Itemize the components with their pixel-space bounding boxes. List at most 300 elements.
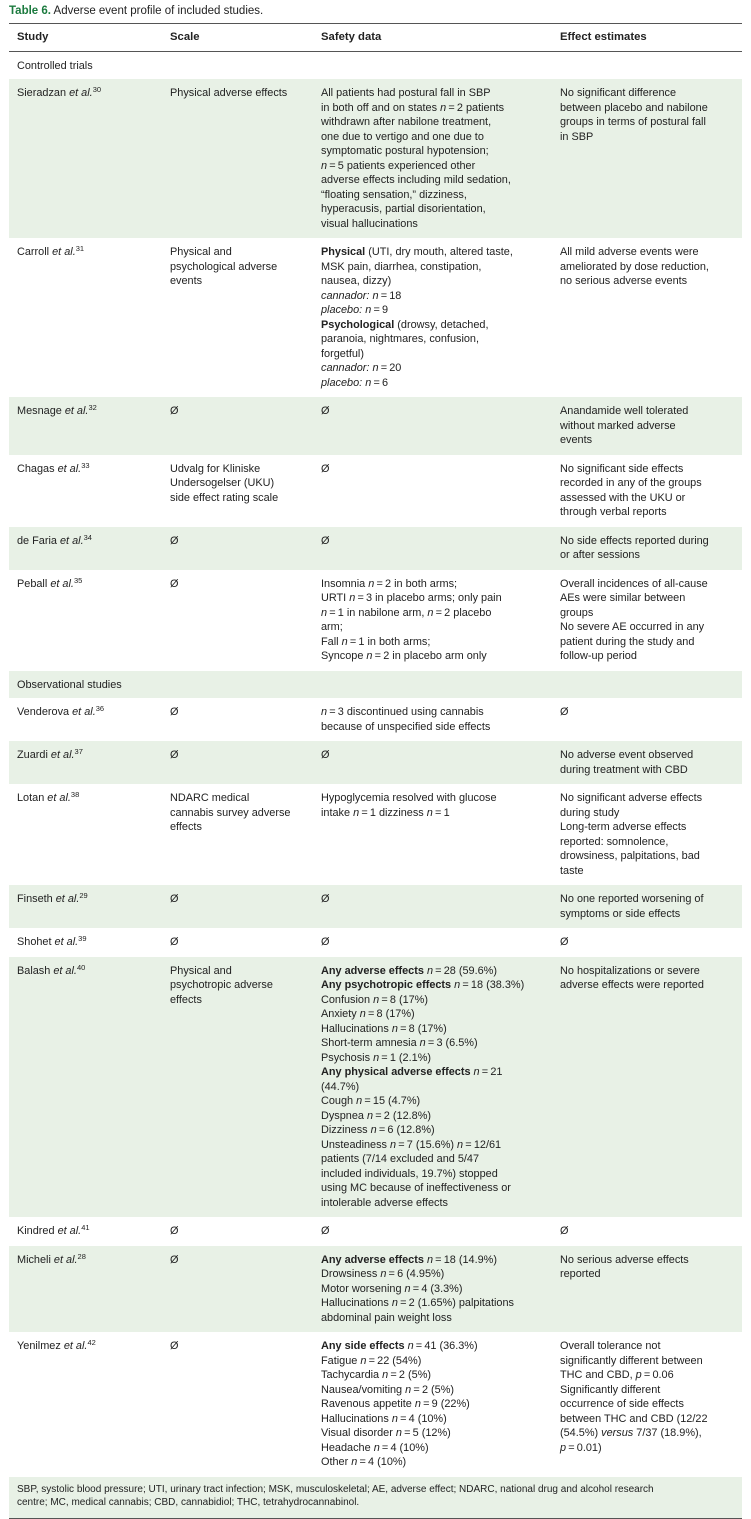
text-run: Insomnia (321, 577, 369, 590)
text-run: Ø (321, 936, 330, 948)
text-run: = 21 (479, 1066, 503, 1078)
cell-line: AEs were similar between (560, 592, 686, 604)
footnote-line: SBP, systolic blood pressure; UTI, urinary tract infection; MSK, musculoskeletal; AE, adverse effect; NDARC, national drug and alcohol research (17, 1483, 654, 1495)
cell-line (321, 188, 544, 203)
section-row (9, 671, 742, 699)
table-row (9, 1246, 742, 1333)
study-cell (9, 928, 162, 957)
text-run: hyperacusis, partial disorientation, (321, 203, 486, 215)
cell-line (321, 1152, 544, 1167)
italic-run: n (373, 993, 380, 1006)
cell-line (321, 1441, 544, 1456)
effect-estimates-cell (552, 79, 742, 238)
italic-run: n (359, 1008, 366, 1020)
cell-line: assessed with the UKU or (560, 491, 686, 504)
text-run: Tachycardia (321, 1369, 383, 1381)
cell-line (321, 1181, 544, 1196)
text-run: included individuals, 19.7%) stopped (321, 1167, 498, 1180)
reference-number: 36 (95, 704, 105, 713)
cell-line: ameliorated by dose reduction, (560, 260, 709, 273)
cell-line (321, 1123, 544, 1138)
italic-run: n (390, 1138, 397, 1151)
cell-line (321, 1196, 544, 1211)
cell-line (321, 173, 544, 188)
reference-number: 38 (70, 790, 80, 799)
text-run: Confusion (321, 993, 374, 1006)
study-etal: et al. (52, 246, 76, 258)
scale-cell (162, 885, 313, 928)
study-author: Chagas (17, 462, 58, 475)
text-run: Psychosis (321, 1051, 374, 1064)
text-run: = 4 (10%) (357, 1456, 407, 1468)
cell-line (321, 606, 544, 621)
scale-cell (162, 570, 313, 671)
text-run: = 1 dizziness (359, 806, 427, 819)
cell-line (321, 1311, 544, 1326)
study-etal: et al. (63, 1340, 88, 1352)
italic-run: n (367, 1109, 374, 1122)
italic-run: n (426, 1253, 433, 1266)
italic-run: n (404, 1282, 411, 1295)
text-run: = 28 (59.6%) (433, 964, 497, 977)
text-run: = 2 (5%) (411, 1383, 455, 1396)
italic-run: n (391, 1022, 398, 1035)
cell-line (321, 332, 544, 347)
cell-line (321, 1339, 544, 1354)
effect-estimates-cell (552, 1332, 742, 1477)
cell-line: side effect rating scale (170, 491, 279, 504)
bold-run: Any physical adverse effects (321, 1066, 474, 1078)
safety-data-cell (313, 79, 552, 238)
table-footnote (9, 1477, 742, 1519)
cell-line: All mild adverse events were (560, 246, 699, 258)
cell-line: no serious adverse events (560, 275, 688, 287)
study-author: Mesnage (17, 405, 65, 417)
text-run: Cough (321, 1095, 357, 1107)
safety-data-cell (313, 397, 552, 455)
italic-run: n (373, 1441, 380, 1454)
text-run: nausea, dizzy) (321, 275, 392, 287)
study-etal: et al. (50, 749, 75, 761)
text-run: Dyspnea (321, 1109, 368, 1122)
study-cell (9, 784, 162, 885)
cell-line: without marked adverse (560, 419, 676, 432)
cell-line (321, 791, 544, 806)
effect-estimates-cell (552, 928, 742, 957)
italic-run: n (426, 964, 433, 977)
cell-line (321, 1094, 544, 1109)
cell-line: during treatment with CBD (560, 763, 688, 776)
cell-line (321, 86, 544, 101)
text-run: Syncope (321, 650, 367, 662)
study-etal: et al. (50, 577, 74, 590)
table-row (9, 741, 742, 784)
italic-run: n (353, 806, 360, 819)
cell-line: No side effects reported during (560, 534, 709, 547)
cell-line (321, 964, 544, 979)
text-run: = 22 (54%) (366, 1354, 422, 1367)
study-cell (9, 527, 162, 570)
scale-cell (162, 698, 313, 741)
cell-line: events (560, 434, 593, 446)
reference-number: 30 (92, 85, 102, 94)
effect-estimates-cell (552, 570, 742, 671)
text-run: = 5 patients experienced other (327, 159, 476, 172)
italic-run: n (365, 376, 372, 389)
cell-line (321, 534, 544, 549)
cell-line (560, 1441, 734, 1456)
cell-line: in SBP (560, 130, 594, 143)
table-row (9, 698, 742, 741)
text-run: = 3 (6.5%) (425, 1037, 478, 1049)
safety-data-cell (313, 1332, 552, 1477)
cell-line (321, 144, 544, 159)
text-run: Dizziness (321, 1124, 371, 1136)
text-run: = 1 (432, 806, 450, 819)
text-run: = 7 (15.6%) (396, 1138, 458, 1151)
cell-line: patient during the study and (560, 635, 695, 648)
cell-line: Ø (560, 936, 569, 948)
study-author: Finseth (17, 893, 56, 905)
reference-number: 37 (74, 747, 83, 756)
table-body (9, 51, 742, 1477)
effect-estimates-cell (552, 1217, 742, 1246)
text-run: MSK pain, diarrhea, constipation, (321, 260, 482, 273)
text-run: because of unspecified side effects (321, 720, 491, 733)
cell-line: taste (560, 864, 584, 877)
cell-line (321, 130, 544, 145)
text-run: Visual disorder (321, 1427, 396, 1439)
study-cell (9, 238, 162, 397)
cell-line (321, 892, 544, 907)
cell-line (321, 1065, 544, 1080)
cell-line: Physical and (170, 964, 232, 977)
text-run: = 12/61 (463, 1138, 502, 1151)
cell-line: Ø (170, 1340, 179, 1352)
cell-line (321, 635, 544, 650)
italic-run: n (372, 362, 379, 374)
cell-line: psychological adverse (170, 260, 278, 273)
cell-line: adverse effects were reported (560, 979, 704, 991)
scale-cell (162, 957, 313, 1218)
text-run: intake (321, 806, 354, 819)
italic-run: n (321, 606, 328, 619)
italic-run: n (372, 289, 379, 302)
text-run: one due to vertigo and one due to (321, 130, 484, 143)
cell-line: Undersogelser (UKU) (170, 477, 275, 489)
text-run: = 6 (4.95%) (386, 1268, 445, 1280)
text-run: occurrence of side effects (560, 1398, 684, 1410)
text-run: Ø (321, 534, 330, 547)
study-author: Kindred (17, 1225, 58, 1237)
safety-data-cell (313, 928, 552, 957)
safety-data-cell (313, 957, 552, 1218)
italic-run: n (349, 592, 356, 604)
table-row (9, 957, 742, 1218)
text-run: = 6 (371, 376, 389, 389)
cell-line: or after sessions (560, 549, 640, 561)
cell-line (321, 1007, 544, 1022)
cell-line: Ø (170, 1225, 179, 1237)
text-run: Hallucinations (321, 1022, 392, 1035)
study-author: de Faria (17, 534, 60, 547)
cell-line (321, 1455, 544, 1470)
effect-estimates-cell (552, 397, 742, 455)
section-title: Observational studies (9, 671, 742, 699)
reference-number: 29 (79, 891, 88, 900)
cell-line (321, 1368, 544, 1383)
italic-run: n (414, 1398, 421, 1410)
cell-line (321, 1397, 544, 1412)
study-author: Zuardi (17, 749, 51, 761)
cell-line: effects (170, 821, 202, 833)
table-caption (9, 5, 742, 17)
reference-number: 31 (75, 244, 85, 253)
table-row (9, 397, 742, 455)
scale-cell (162, 79, 313, 238)
cell-line (321, 1426, 544, 1441)
study-cell (9, 1246, 162, 1333)
study-author: Balash (17, 964, 54, 977)
text-run: = 8 (17%) (397, 1022, 447, 1035)
effect-estimates-cell (552, 784, 742, 885)
cell-line: effects (170, 993, 202, 1006)
text-run: in both off and on states (321, 101, 441, 114)
text-run: using MC because of ineffectiveness or (321, 1182, 511, 1194)
cell-line: symptoms or side effects (560, 907, 681, 920)
study-cell (9, 698, 162, 741)
study-etal: et al. (53, 964, 77, 977)
reference-number: 28 (77, 1251, 86, 1261)
cell-line (560, 1354, 734, 1369)
text-run: = 1 in both arms; (347, 635, 431, 648)
italic-run: n (419, 1037, 426, 1049)
cell-line (321, 303, 544, 318)
cell-line (321, 748, 544, 763)
text-run: = 18 (378, 289, 402, 302)
text-run: Ø (321, 462, 330, 475)
text-run: = 2 in placebo arm only (372, 650, 487, 662)
text-run: All patients had postural fall in SBP (321, 87, 491, 99)
footnote-line: centre; MC, medical cannabis; CBD, cannabidiol; THC, tetrahydrocannabinol. (17, 1497, 360, 1508)
cell-line: Anandamide well tolerated (560, 405, 689, 417)
effect-estimates-cell (552, 957, 742, 1218)
cell-line: Overall incidences of all-cause (560, 577, 708, 590)
reference-number: 39 (78, 934, 87, 943)
bold-run: Any adverse effects (321, 964, 427, 977)
italic-run: n (321, 706, 328, 718)
safety-data-cell (313, 1246, 552, 1333)
italic-run: n (407, 1340, 414, 1352)
study-etal: et al. (59, 534, 84, 547)
text-run: = 9 (371, 304, 389, 316)
text-run: = 4 (10%) (379, 1441, 429, 1454)
cell-line: Ø (170, 936, 179, 948)
section-row (9, 51, 742, 79)
scale-cell (162, 1332, 313, 1477)
text-run: Ø (321, 893, 330, 905)
text-run: = 2 patients (446, 101, 505, 114)
cell-line: psychotropic adverse (170, 979, 273, 991)
cell-line (321, 159, 544, 174)
cell-line (321, 260, 544, 275)
cell-line: Physical adverse effects (170, 87, 288, 99)
cell-line (321, 1253, 544, 1268)
scale-cell (162, 784, 313, 885)
text-run: = 2 (5%) (388, 1369, 431, 1381)
text-run: arm; (321, 621, 343, 633)
text-run: (drowsy, detached, (394, 318, 489, 331)
study-author: Shohet (17, 936, 55, 948)
study-author: Venderova (17, 706, 73, 718)
safety-data-cell (313, 698, 552, 741)
cell-line (321, 1138, 544, 1153)
cell-line (321, 1383, 544, 1398)
italic-run: n (473, 1066, 480, 1078)
cell-line (321, 1282, 544, 1297)
scale-cell (162, 928, 313, 957)
cell-line: Ø (170, 706, 179, 718)
text-run: paranoia, nightmares, confusion, (321, 333, 480, 345)
study-etal: et al. (57, 1225, 82, 1237)
cell-line: Udvalg for Kliniske (170, 462, 261, 475)
text-run: Nausea/vomiting (321, 1383, 406, 1396)
text-run: = 4 (10%) (397, 1412, 447, 1425)
text-run: Drowsiness (321, 1268, 381, 1280)
text-run: Short-term amnesia (321, 1037, 420, 1049)
italic-run: n (440, 101, 447, 114)
study-author: Sieradzan (17, 87, 70, 99)
study-author: Yenilmez (17, 1340, 64, 1352)
text-run: visual hallucinations (321, 217, 418, 230)
text-run: “floating sensation,” dizziness, (321, 188, 467, 201)
bold-run: Any side effects (321, 1340, 408, 1352)
bold-run: Any adverse effects (321, 1253, 427, 1266)
cell-line (321, 376, 544, 391)
cell-line: Ø (170, 893, 179, 905)
reference-number: 35 (73, 575, 83, 585)
text-run: = 6 (12.8%) (376, 1124, 435, 1136)
cell-line (321, 1412, 544, 1427)
cell-line: Physical and (170, 246, 232, 258)
cell-line (321, 1036, 544, 1051)
text-run: forgetful) (321, 347, 364, 360)
text-run: Unsteadiness (321, 1138, 391, 1151)
italic-run: n (360, 1354, 367, 1367)
cell-line (321, 1267, 544, 1282)
cell-line (321, 274, 544, 289)
cell-line: reported: somnolence, (560, 835, 669, 848)
text-run: = 0.06 (641, 1369, 674, 1381)
italic-run: n (365, 304, 372, 316)
italic-run: placebo: (321, 304, 366, 316)
cell-line (321, 318, 544, 333)
study-author: Lotan (17, 792, 48, 804)
table-row (9, 79, 742, 238)
scale-cell (162, 238, 313, 397)
cell-line: Ø (560, 706, 569, 718)
study-author: Carroll (17, 246, 53, 258)
study-cell (9, 885, 162, 928)
text-run: Hallucinations (321, 1412, 392, 1425)
cell-line: Ø (560, 1225, 569, 1237)
study-author: Peball (17, 577, 51, 590)
italic-run: n (321, 159, 328, 172)
scale-cell (162, 397, 313, 455)
text-run: Overall tolerance not (560, 1340, 661, 1352)
caption-label: Table 6. (9, 5, 51, 17)
bold-run: Physical (321, 246, 366, 258)
cell-line (560, 1397, 734, 1412)
text-run: between THC and CBD (12/22 (560, 1412, 708, 1425)
text-run: patients (7/14 excluded and 5/47 (321, 1153, 480, 1165)
text-run: = 2 (1.65%) palpitations (397, 1297, 514, 1309)
text-run: adverse effects including mild sedation, (321, 174, 511, 186)
text-run: = 5 (12%) (401, 1427, 451, 1439)
cell-line (321, 705, 544, 720)
cell-line: cannabis survey adverse (170, 806, 291, 819)
text-run: = 2 in both arms; (374, 577, 458, 590)
effect-estimates-cell (552, 238, 742, 397)
text-run: = 3 in placebo arms; only pain (355, 592, 502, 604)
cell-line (321, 101, 544, 116)
italic-run: n (366, 650, 373, 662)
cell-line (560, 1412, 734, 1427)
cell-line: Ø (170, 534, 179, 547)
effect-estimates-cell (552, 1246, 742, 1333)
text-run: = 2 placebo (433, 606, 492, 619)
cell-line: between placebo and nabilone (560, 101, 708, 114)
text-run: Anxiety (321, 1008, 360, 1020)
reference-number: 33 (81, 460, 90, 470)
table-row (9, 1217, 742, 1246)
study-cell (9, 1332, 162, 1477)
cell-line: No hospitalizations or severe (560, 964, 700, 977)
italic-run: placebo: (321, 376, 366, 389)
text-run: Hallucinations (321, 1297, 392, 1309)
text-run: abdominal pain weight loss (321, 1311, 452, 1324)
table-row (9, 455, 742, 527)
italic-run: n (368, 577, 375, 590)
text-run: Significantly different (560, 1383, 661, 1396)
cell-line: events (170, 275, 203, 287)
italic-run: n (454, 979, 461, 991)
italic-run: n (457, 1138, 464, 1151)
cell-line: No significant adverse effects (560, 792, 703, 804)
header-row (9, 24, 742, 52)
text-run: = 1 (2.1%) (379, 1051, 432, 1064)
italic-run: n (427, 606, 434, 619)
text-run: = 4 (3.3%) (410, 1282, 463, 1295)
cell-line (321, 591, 544, 606)
scale-cell (162, 1217, 313, 1246)
table-row (9, 1332, 742, 1477)
italic-run: n (395, 1427, 402, 1439)
text-run: = 15 (4.7%) (362, 1095, 421, 1107)
italic-run: versus (601, 1427, 634, 1439)
cell-line: reported (560, 1268, 601, 1280)
italic-run: n (405, 1383, 412, 1396)
safety-data-cell (313, 238, 552, 397)
italic-run: cannador: (321, 362, 373, 374)
text-run: (54.5%) (560, 1427, 602, 1439)
cell-line (321, 1022, 544, 1037)
cell-line (321, 202, 544, 217)
safety-data-cell (313, 527, 552, 570)
cell-line: No serious adverse effects (560, 1253, 689, 1266)
effect-estimates-cell (552, 698, 742, 741)
study-etal: et al. (47, 792, 71, 804)
